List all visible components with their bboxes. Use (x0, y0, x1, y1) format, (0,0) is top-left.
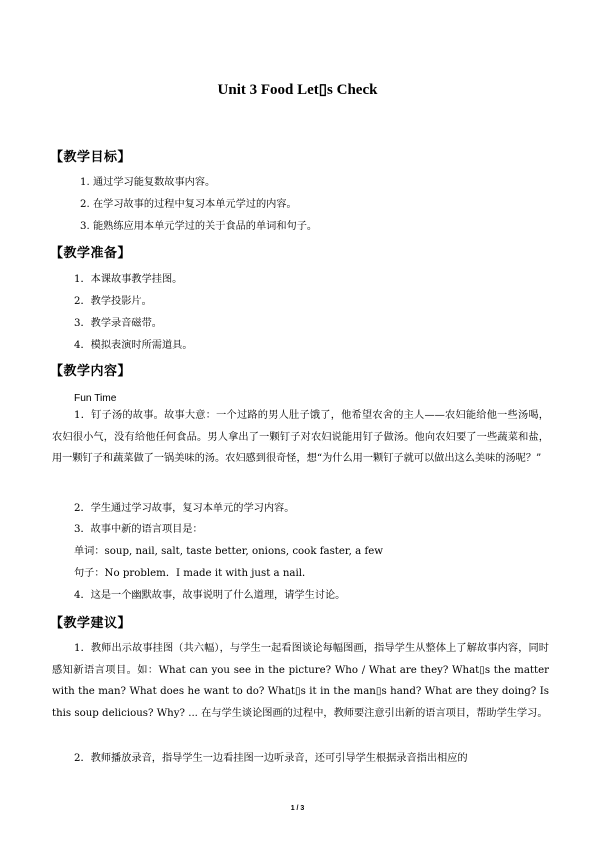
section-heading-goals: 【教学目标】 (50, 150, 132, 165)
list-item: 4．模拟表演时所需道具。 (74, 340, 193, 351)
content-item: 2．学生通过学习故事，复习本单元的学习内容。 (74, 503, 295, 514)
story-paragraph (52, 405, 549, 470)
section-heading-prep: 【教学准备】 (50, 246, 132, 261)
words-line: 单词：soup, nail, salt, taste better, onions, cook faster, a few (74, 546, 383, 557)
advice-text: 1．教师出示故事挂图（共六幅），与学生一起看图谈论每幅图画，指导学生从整体上了解故事内容，同时感知新语言项目。如：What can you see in the picture? Who / What are they? What▯s the matter with the man? What does he want to do? What▯s it in the man▯s hand? What are they doing? Is this soup delicious? Why? ... 在与学生谈论图画的过程中，教师要注意引出新的语言项目，帮助学生学习。 (52, 643, 549, 719)
page-title: Unit 3 Food Let▯s Check (217, 82, 378, 98)
sentences-line: 句子：No problem．I made it with just a nail． (74, 568, 313, 579)
list-item: 1. 通过学习能复数故事内容。 (80, 177, 216, 188)
list-item: 2．教学投影片。 (74, 296, 152, 307)
list-item: 2. 在学习故事的过程中复习本单元学过的内容。 (80, 199, 297, 210)
fun-time-label: Fun Time (74, 393, 117, 404)
advice-item: 2．教师播放录音，指导学生一边看挂图一边听录音，还可引导学生根据录音指出相应的 (74, 753, 468, 764)
list-item: 1．本课故事教学挂图。 (74, 274, 183, 285)
section-heading-advice: 【教学建议】 (50, 616, 132, 631)
content-item: 3．故事中新的语言项目是： (74, 524, 203, 535)
advice-paragraph (52, 638, 549, 724)
list-item: 3．教学录音磁带。 (74, 318, 162, 329)
list-item: 3. 能熟练应用本单元学过的关于食品的单词和句子。 (80, 221, 318, 232)
section-heading-content: 【教学内容】 (50, 364, 132, 379)
story-text: 1．钉子汤的故事。故事大意：一个过路的男人肚子饿了，他希望农舍的主人——农妇能给他一些汤喝，农妇很小气，没有给他任何食品。男人拿出了一颗钉子对农妇说能用钉子做汤。他向农妇要了一些蔬菜和盐，用一颗钉子和蔬菜做了一锅美味的汤。农妇感到很奇怪，想“为什么用一颗钉子就可以做出这么美味的汤呢？” (52, 410, 549, 464)
page-number: 1 / 3 (290, 805, 305, 812)
content-item: 4．这是一个幽默故事，故事说明了什么道理，请学生讨论。 (74, 590, 346, 601)
